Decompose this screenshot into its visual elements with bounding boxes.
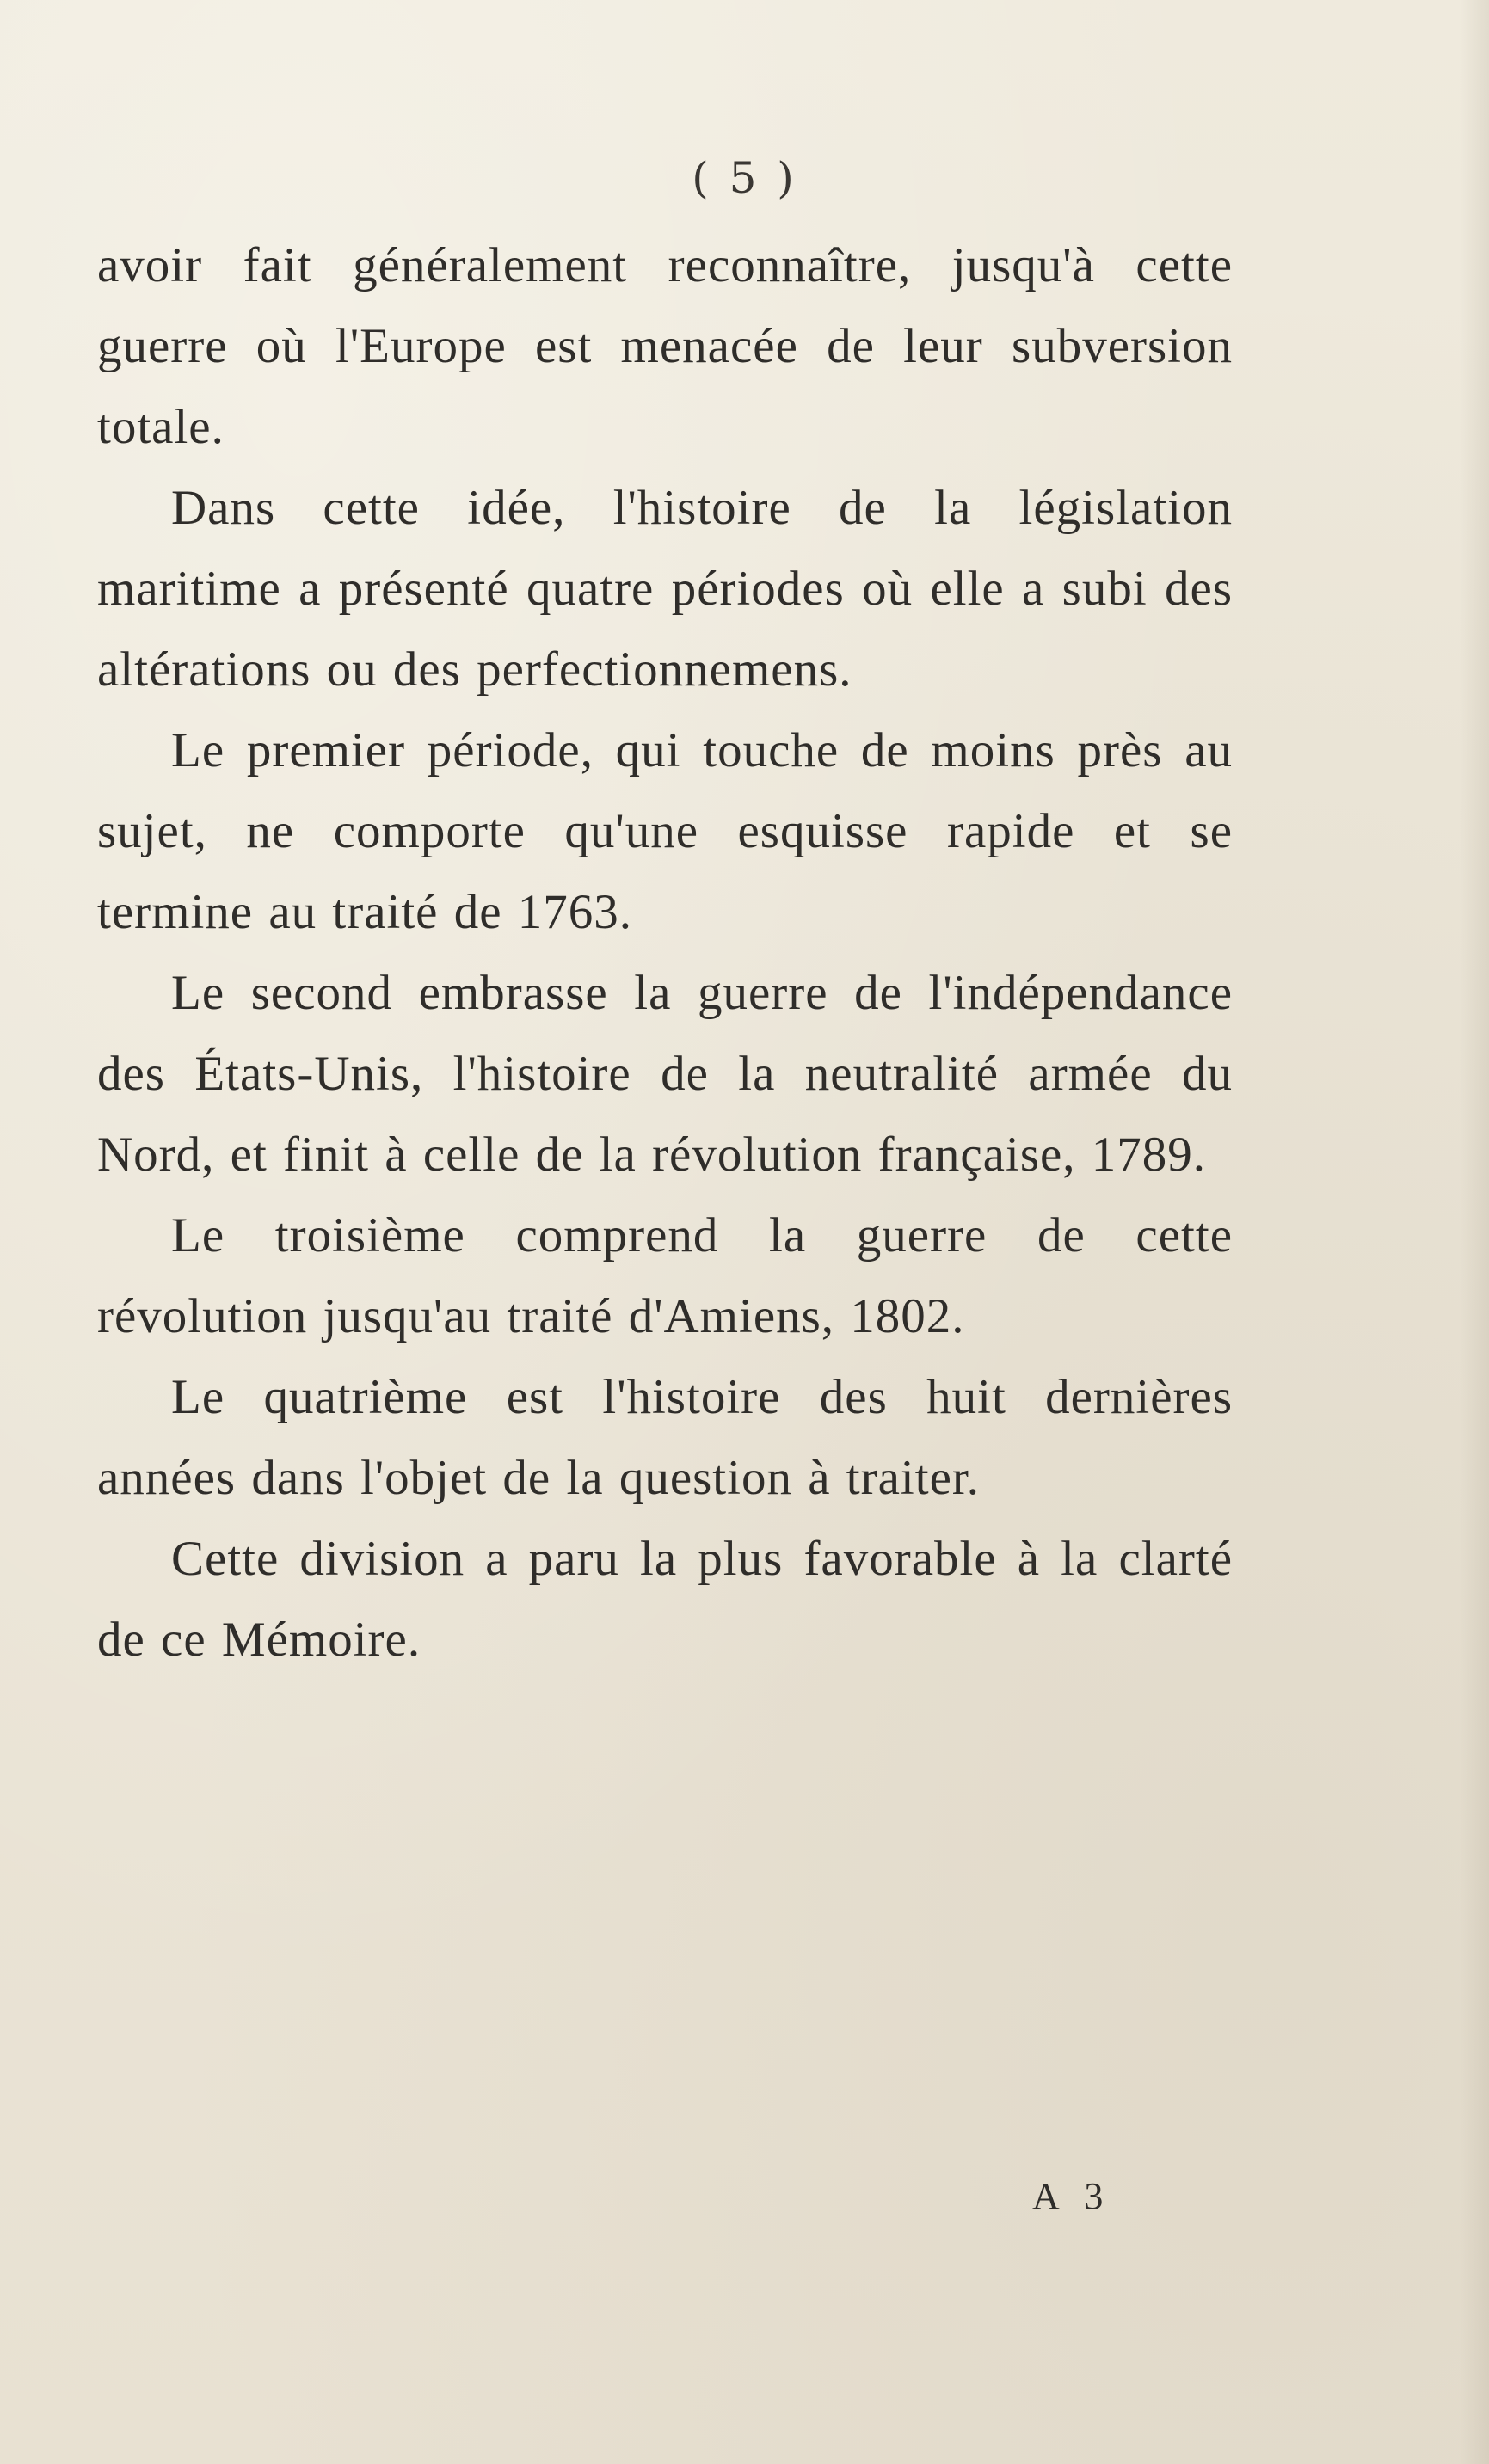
paragraph-third-period: Le troisième comprend la guerre de cette révolution jusqu'au traité d'Amiens, 1802.	[97, 1208, 1233, 1343]
paragraph-fourth-period: Le quatrième est l'histoire des huit dernières années dans l'objet de la question à traiter.	[97, 1370, 1233, 1505]
paragraph-conclusion: Cette division a paru la plus favorable à la clarté de ce Mémoire.	[97, 1532, 1233, 1667]
paragraph-periods-intro: Dans cette idée, l'histoire de la législation maritime a présenté quatre périodes où elle a subi des altérations ou des perfectionnemens.	[97, 481, 1233, 697]
page-number: ( 5 )	[692, 153, 797, 203]
body-text	[97, 225, 1233, 1681]
page-edge-shadow	[1460, 0, 1489, 2464]
signature-mark: A 3	[1032, 2175, 1112, 2217]
paragraph-continuation: avoir fait généralement reconnaître, jusqu'à cette guerre où l'Europe est menacée de leur subversion totale.	[97, 238, 1233, 454]
paragraph-second-period: Le second embrasse la guerre de l'indépendance des États-Unis, l'histoire de la neutralité armée du Nord, et finit à celle de la révolution française, 1789.	[97, 966, 1233, 1182]
paragraph-first-period: Le premier période, qui touche de moins près au sujet, ne comporte qu'une esquisse rapide et se termine au traité de 1763.	[97, 723, 1233, 939]
